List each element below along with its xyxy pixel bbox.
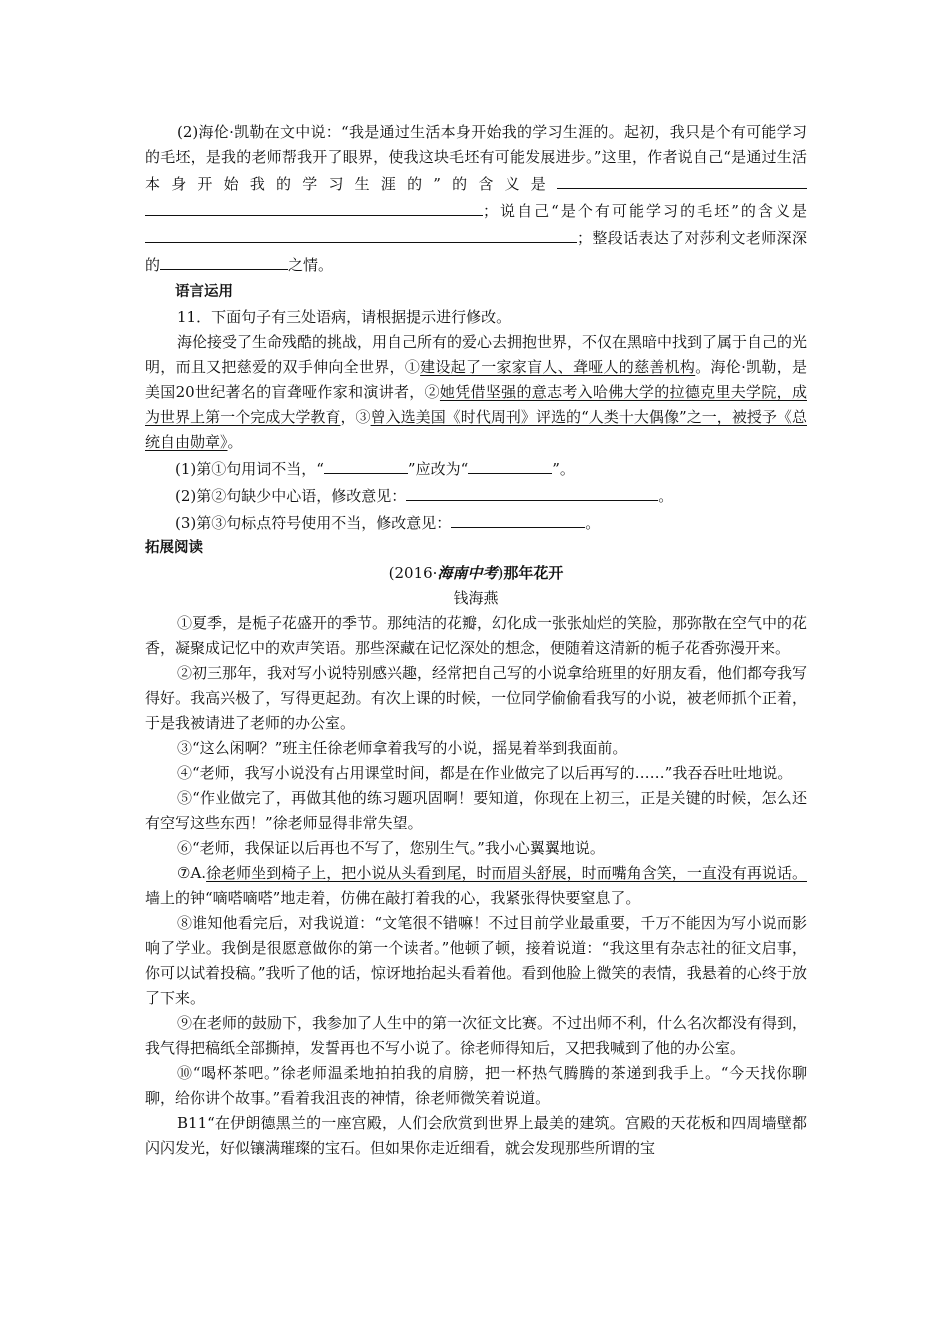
source-prefix: (2016·: [388, 564, 438, 582]
article-paragraph-4: ④“老师，我写小说没有占用课堂时间，都是在作业做完了以后再写的……”我吞吞吐吐地说。: [177, 764, 793, 782]
article-paragraph-8: ⑧谁知他看完后，对我说道：“文笔很不错嘛！不过目前学业最重要，千万不能因为写小说而影响了学业。我倒是很愿意做你的第一个读者。”他顿了顿，接着说道：“我这里有杂志社的征文启事，你可以试着投稿。”我听了他的话，惊讶地抬起头看着他。看到他脸上微笑的表情，我悬着的心终于放了下来。: [145, 914, 807, 1007]
article-paragraph-3: ③“这么闲啊？”班主任徐老师拿着我写的小说，摇晃着举到我面前。: [177, 739, 628, 757]
q10-2-text-3: ；整段话表达了对莎利文老师深深的: [145, 229, 807, 274]
underlined-sentence-2: 她凭借坚强的意志考入哈佛大学的拉德克里夫学院，成为世界上第一个完成大学教育: [145, 383, 807, 426]
passage-text-a: 海伦接受了生命残酷的挑战，用自己所有的爱心去拥抱世界，不仅在黑暗中找到了属于自己的光明，而且又把慈爱的双手伸向全世界，①: [145, 333, 808, 376]
question-11-sub-1: [145, 455, 807, 482]
source-suffix: ): [497, 564, 504, 582]
answer-blank-3[interactable]: [145, 224, 577, 243]
question-11-sub-2: [145, 482, 807, 509]
sub2-end: 。: [658, 487, 674, 505]
sub1-text-b: ”应改为“: [407, 460, 469, 478]
passage-text-c: ，③: [340, 408, 371, 426]
p7-rest: 墙上的钟“嘀嗒嘀嗒”地走着，仿佛在敲打着我的心，我紧张得快要窒息了。: [145, 889, 641, 907]
answer-blank-6[interactable]: [468, 455, 552, 474]
article-paragraph-2: ②初三那年，我对写小说特别感兴趣，经常把自己写的小说拿给班里的好朋友看，他们都夸我写得好。我高兴极了，写得更起劲。有次上课的时候，一位同学偷偷看我写的小说，被老师抓个正着，于是我被请进了老师的办公室。: [145, 664, 808, 732]
q10-2-text-1: (2)海伦·凯勒在文中说：“我是通过生活本身开始我的学习生涯的。起初，我只是个有可能学习的毛坯，是我的老师帮我开了眼界，使我这块毛坯有可能发展进步。”这里，作者说自己“是通过生活本身开始我的学习生涯的”的含义是: [145, 123, 807, 193]
document-page: [145, 120, 807, 1161]
article-title: 那年花开: [503, 564, 564, 582]
article-paragraph-7: [145, 861, 807, 911]
question-11-sub-3: [145, 509, 807, 536]
article-paragraph-6: ⑥“老师，我保证以后再也不写了，您别生气。”我小心翼翼地说。: [177, 839, 605, 857]
source-name: 海南中考: [437, 564, 498, 582]
article-paragraph-1: ①夏季，是栀子花盛开的季节。那纯洁的花瓣，幻化成一张张灿烂的笑脸，那弥散在空气中的花香，凝聚成记忆中的欢声笑语。那些深藏在记忆深处的想念，便随着这清新的栀子花香弥漫开来。: [145, 614, 808, 657]
article-title-line: [145, 561, 807, 586]
sub1-text-c: ”。: [552, 460, 575, 478]
q10-2-text-4: 之情。: [288, 256, 334, 274]
passage-text-b: 。海伦·凯勒，是美国20世纪著名的盲聋哑作家和演讲者，②: [145, 358, 807, 401]
section-heading-language: 语言运用: [175, 284, 233, 300]
article-paragraph-11: B11“在伊朗德黑兰的一座宫殿，人们会欣赏到世界上最美的建筑。宫殿的天花板和四周墙壁都闪闪发光，好似镶满璀璨的宝石。但如果你走近细看，就会发现那些所谓的宝: [145, 1114, 807, 1157]
answer-blank-5[interactable]: [324, 455, 408, 474]
article-paragraph-10: ⑩“喝杯茶吧。”徐老师温柔地拍拍我的肩膀，把一杯热气腾腾的茶递到我手上。“今天找你聊聊，给你讲个故事。”看着我沮丧的神情，徐老师微笑着说道。: [145, 1064, 807, 1107]
sub1-text-a: (1)第①句用词不当，“: [175, 460, 324, 478]
underlined-sentence-3: 曾入选美国《时代周刊》评选的“人类十大偶像”之一，被授予《总统自由勋章》: [145, 408, 807, 451]
question-10-2: [145, 120, 807, 278]
passage-text-d: 。: [227, 433, 243, 451]
sub3-end: 。: [585, 514, 601, 532]
p7-prefix: ⑦A.: [177, 864, 207, 882]
answer-blank-8[interactable]: [451, 509, 585, 528]
article-paragraph-5: ⑤“作业做完了，再做其他的练习题巩固啊！要知道，你现在上初三，正是关键的时候，怎么还有空写这些东西！”徐老师显得非常失望。: [145, 789, 807, 832]
question-11-passage: [145, 330, 807, 455]
answer-blank-1[interactable]: [557, 170, 807, 189]
sub3-text: (3)第③句标点符号使用不当，修改意见：: [175, 514, 452, 532]
article-author: 钱海燕: [453, 589, 499, 607]
answer-blank-2[interactable]: [145, 197, 483, 216]
q10-2-text-2: ；说自己“是个有可能学习的毛坯”的含义是: [483, 202, 807, 220]
p7-underlined: 徐老师坐到椅子上，把小说从头看到尾，时而眉头舒展，时而嘴角含笑，一直没有再说话。: [206, 864, 807, 882]
section-heading-extend: 拓展阅读: [145, 540, 203, 556]
sub2-text: (2)第②句缺少中心语，修改意见：: [175, 487, 407, 505]
answer-blank-7[interactable]: [406, 482, 658, 501]
answer-blank-4[interactable]: [160, 251, 288, 270]
article-paragraph-9: ⑨在老师的鼓励下，我参加了人生中的第一次征文比赛。不过出师不利，什么名次都没有得到，我气得把稿纸全部撕掉，发誓再也不写小说了。徐老师得知后，又把我喊到了他的办公室。: [145, 1014, 808, 1057]
question-11-stem: 11．下面句子有三处语病，请根据提示进行修改。: [177, 308, 512, 326]
underlined-sentence-1: 建设起了一家家盲人、聋哑人的慈善机构: [420, 358, 696, 376]
